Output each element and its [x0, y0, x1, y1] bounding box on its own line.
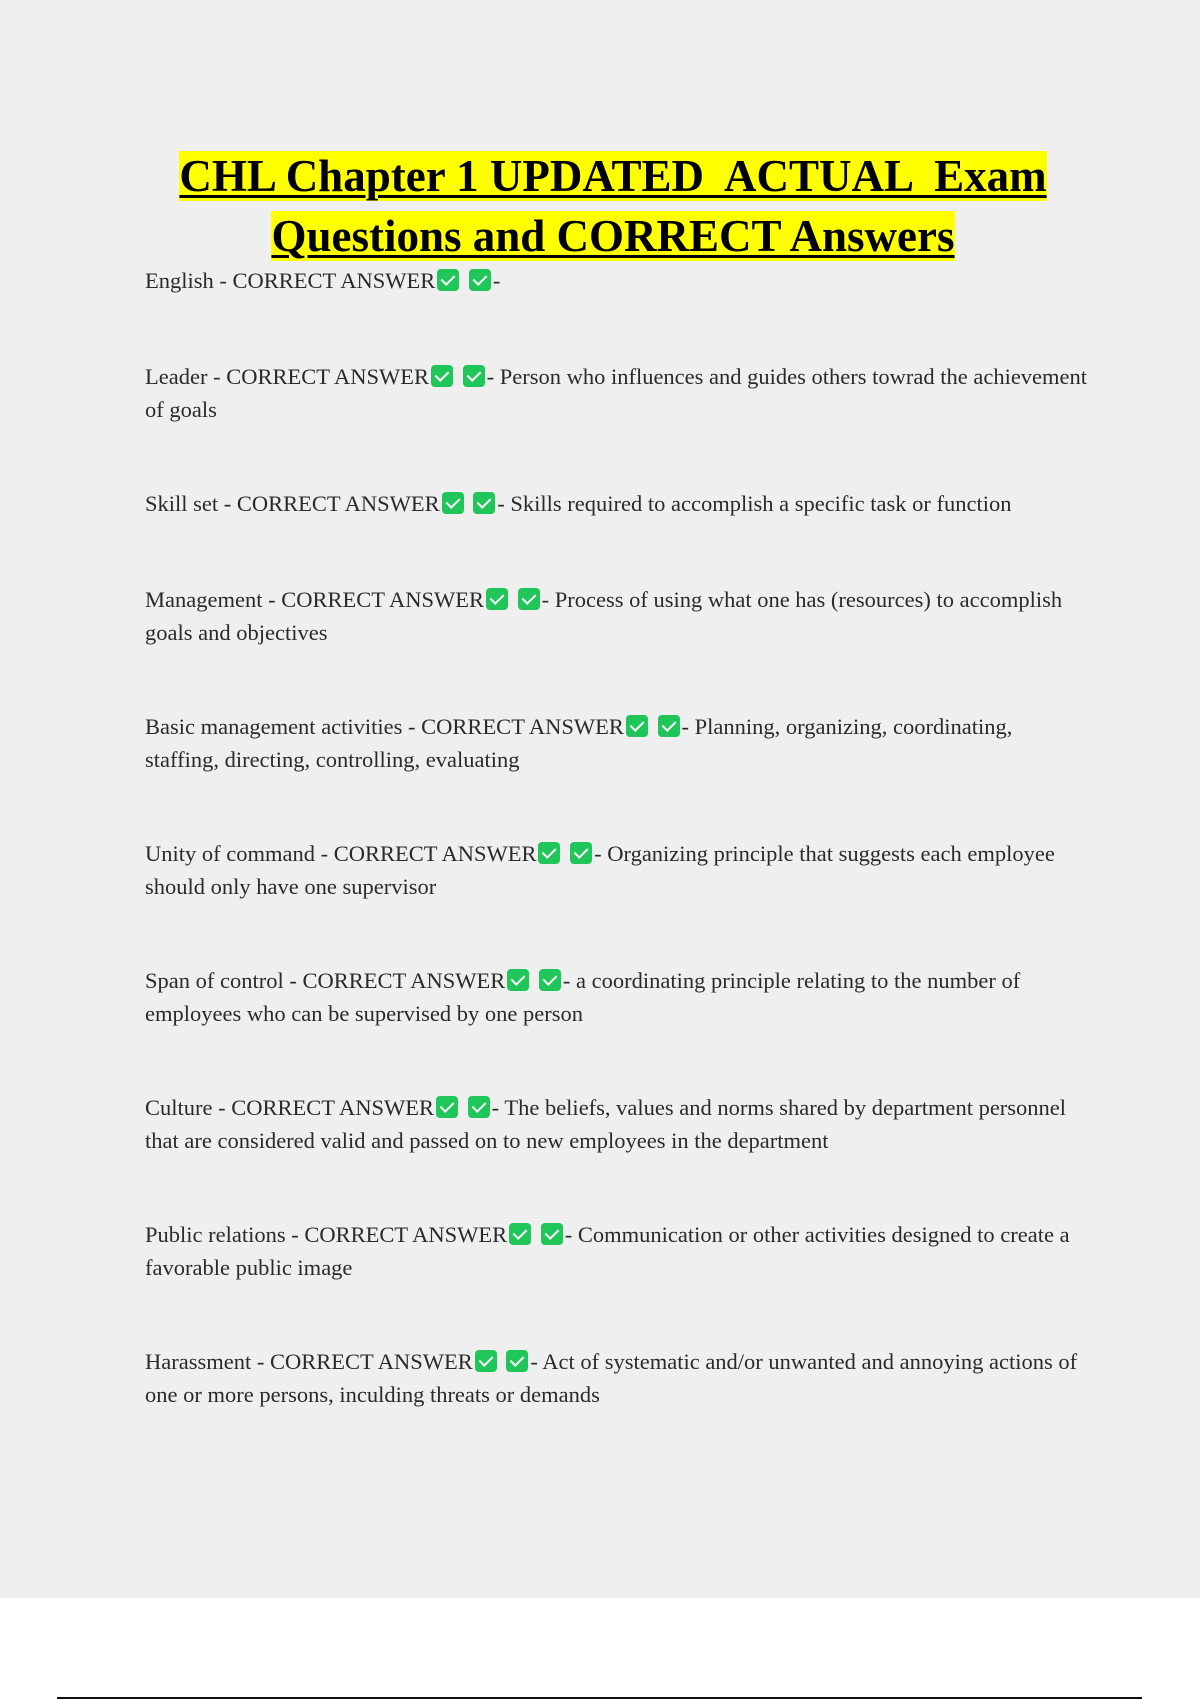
entry-term: Leader — [145, 364, 208, 389]
qa-entry: Leader - CORRECT ANSWER - Person who influences and guides others towrad the achievement of goals — [145, 364, 1088, 422]
check-mark-button-icon — [539, 969, 561, 991]
check-mark-button-icon — [518, 588, 540, 610]
title-line-1: CHL Chapter 1 UPDATED ACTUAL Exam — [179, 151, 1047, 201]
qa-entry: Span of control - CORRECT ANSWER - a coordinating principle relating to the number of employees who can be supervised by one person — [145, 968, 1021, 1026]
entry-marker: CORRECT ANSWER — [232, 268, 436, 293]
check-mark-button-icon — [658, 715, 680, 737]
entry-term: Basic management activities — [145, 714, 403, 739]
entry-definition: Person who influences and guides others towrad the achievement of goals — [145, 364, 1088, 422]
entry-definition: Planning, organizing, coordinating, staffing, directing, controlling, evaluating — [145, 714, 1013, 772]
entry-term: Culture — [145, 1095, 213, 1120]
qa-entry: Public relations - CORRECT ANSWER - Communication or other activities designed to create a favorable public image — [145, 1222, 1070, 1280]
entry-marker: CORRECT ANSWER — [269, 1349, 473, 1374]
check-mark-button-icon — [473, 492, 495, 514]
entry-marker: CORRECT ANSWER — [304, 1222, 508, 1247]
entry-marker: CORRECT ANSWER — [333, 841, 537, 866]
entry-term: Unity of command — [145, 841, 315, 866]
check-mark-button-icon — [507, 969, 529, 991]
entry-definition: Act of systematic and/or unwanted and annoying actions of one or more persons, inculding threats or demands — [145, 1349, 1078, 1407]
entry-marker: CORRECT ANSWER — [421, 714, 624, 739]
qa-entry: Skill set - CORRECT ANSWER - Skills required to accomplish a specific task or function — [145, 491, 1012, 516]
document-title — [145, 146, 1081, 266]
entry-definition: Communication or other activities designed to create a favorable public image — [145, 1222, 1070, 1280]
check-mark-button-icon — [509, 1223, 531, 1245]
entry-marker: CORRECT ANSWER — [281, 587, 484, 612]
check-mark-button-icon — [469, 269, 491, 291]
check-mark-button-icon — [437, 269, 459, 291]
entry-marker: CORRECT ANSWER — [226, 364, 429, 389]
qa-entry: Unity of command - CORRECT ANSWER - Organizing principle that suggests each employee should only have one supervisor — [145, 841, 1055, 899]
check-mark-button-icon — [538, 842, 560, 864]
entry-definition: a coordinating principle relating to the number of employees who can be supervised by one person — [145, 968, 1021, 1026]
entry-term: Management — [145, 587, 263, 612]
qa-entry: Basic management activities - CORRECT ANSWER - Planning, organizing, coordinating, staffing, directing, controlling, evaluating — [145, 714, 1013, 772]
check-mark-button-icon — [475, 1350, 497, 1372]
qa-entry: Harassment - CORRECT ANSWER - Act of systematic and/or unwanted and annoying actions of one or more persons, inculding threats or demands — [145, 1349, 1078, 1407]
entry-marker: CORRECT ANSWER — [236, 491, 440, 516]
entry-term: Span of control — [145, 968, 284, 993]
entry-definition: The beliefs, values and norms shared by department personnel that are considered valid and passed on to new employees in the department — [145, 1095, 1067, 1153]
check-mark-button-icon — [463, 365, 485, 387]
check-mark-button-icon — [506, 1350, 528, 1372]
entry-term: English — [145, 268, 214, 293]
qa-entry: Culture - CORRECT ANSWER - The beliefs, values and norms shared by department personnel that are considered valid and passed on to new employees in the department — [145, 1095, 1067, 1153]
check-mark-button-icon — [436, 1096, 458, 1118]
entry-marker: CORRECT ANSWER — [302, 968, 506, 993]
check-mark-button-icon — [541, 1223, 563, 1245]
check-mark-button-icon — [626, 715, 648, 737]
title-line-2: Questions and CORRECT Answers — [271, 211, 955, 261]
check-mark-button-icon — [468, 1096, 490, 1118]
next-page-divider — [57, 1697, 1142, 1699]
qa-entry: English - CORRECT ANSWER - — [145, 268, 501, 293]
entry-definition: Process of using what one has (resources) to accomplish goals and objectives — [145, 587, 1063, 645]
entry-definition: Organizing principle that suggests each employee should only have one supervisor — [145, 841, 1055, 899]
qa-entry: Management - CORRECT ANSWER - Process of using what one has (resources) to accomplish goals and objectives — [145, 587, 1063, 645]
check-mark-button-icon — [431, 365, 453, 387]
entry-term: Public relations — [145, 1222, 286, 1247]
entry-term: Skill set — [145, 491, 219, 516]
entry-term: Harassment — [145, 1349, 252, 1374]
check-mark-button-icon — [442, 492, 464, 514]
entry-marker: CORRECT ANSWER — [231, 1095, 434, 1120]
entry-definition: Skills required to accomplish a specific task or function — [510, 491, 1012, 516]
check-mark-button-icon — [570, 842, 592, 864]
check-mark-button-icon — [486, 588, 508, 610]
